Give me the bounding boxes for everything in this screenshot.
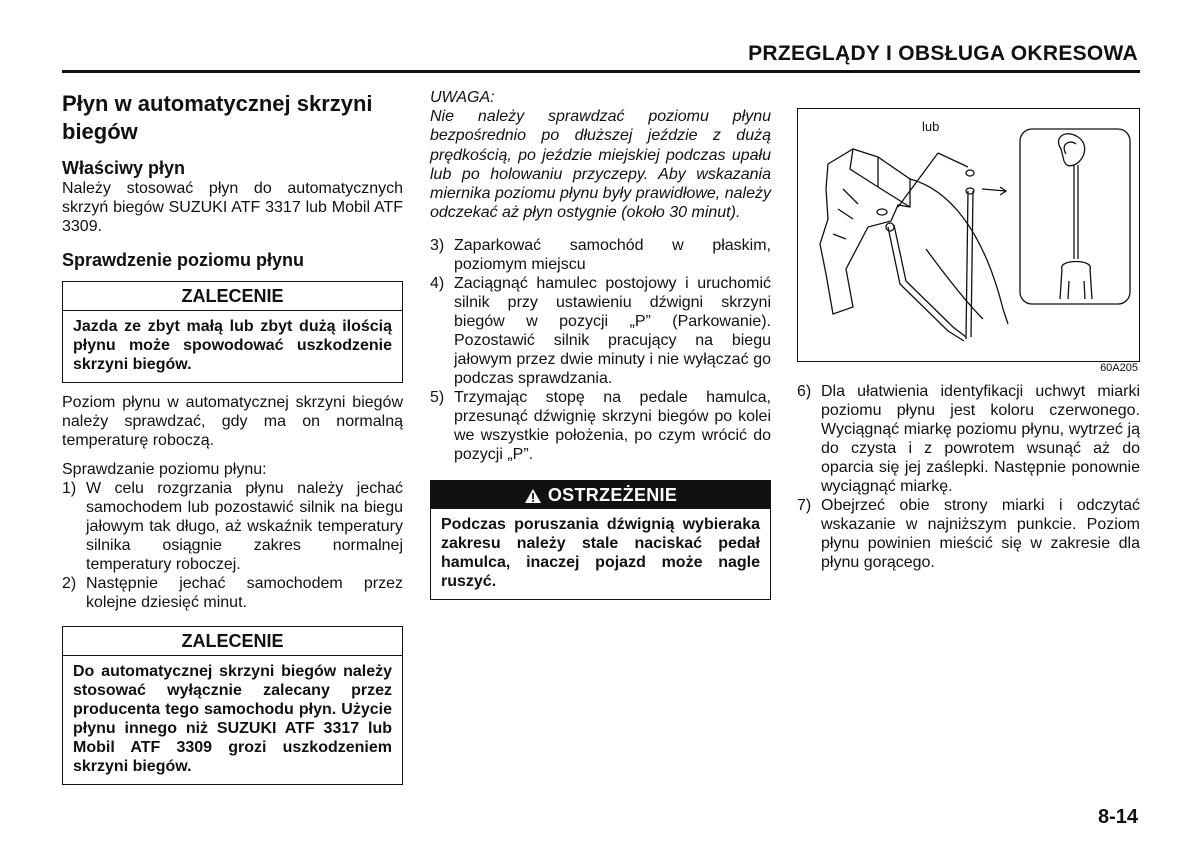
- proper-fluid-text: Należy stosować płyn do automatycznych skrzyń biegów SUZUKI ATF 3317 lub Mobil ATF 3309.: [62, 180, 403, 235]
- step-number: 5): [430, 389, 445, 407]
- figure-code: 60A205: [1100, 362, 1138, 374]
- step-number: 6): [797, 383, 812, 400]
- steps-list-right: [797, 382, 1140, 572]
- step-text: Zaciągnąć hamulec postojowy i uruchomić silnik przy ustawieniu dźwigni skrzyni biegów w pozycji „P” (Parkowanie). Pozostawić silnik pracujący na biegu jałowym przez dwie minuty i nie wyłączać go podczas sprawdzania.: [454, 275, 771, 388]
- level-text: Poziom płynu w automatycznej skrzyni biegów należy sprawdzać, gdy ma on normalną temperaturę roboczą.: [62, 394, 403, 449]
- dipstick-illustration: [798, 109, 1139, 361]
- list-item: [62, 479, 403, 574]
- list-item: [797, 496, 1140, 572]
- caution-text: Do automatycznej skrzyni biegów należy stosować wyłącznie zalecany przez producenta tego samochodu płyn. Użycie płynu innego niż SUZUKI ATF 3317 lub Mobil ATF 3309 grozi uszkodzeniem skrzyni biegów.: [73, 663, 392, 775]
- step-text: Obejrzeć obie strony miarki i odczytać wskazanie w najniższym punkcie. Poziom płynu powinien mieścić się w zakresie dla płynu gorącego.: [821, 497, 1140, 571]
- caution-heading: ZALECENIE: [63, 627, 402, 656]
- step-text: W celu rozgrzania płynu należy jechać samochodem lub pozostawić silnik na biegu jałowym tak długo, aż wskaźnik temperatury silnika osiągnie zakres normalnej temperatury roboczej.: [86, 480, 403, 573]
- middle-column: [430, 90, 771, 600]
- warning-box: [430, 480, 771, 600]
- steps-list-middle: [430, 236, 771, 464]
- page-number: 8-14: [1097, 806, 1138, 828]
- warning-triangle-icon: [524, 488, 542, 504]
- page-header-title: PRZEGLĄDY I OBSŁUGA OKRESOWA: [748, 42, 1138, 65]
- note-text: Nie należy sprawdzać poziomu płynu bezpośrednio po dłuższej jeździe z dużą prędkością, po jeździe miejskiej podczas upału lub po holowaniu przyczepy. Aby wskazania miernika poziomu płynu były prawidłowe, należy odczekać aż płyn ostygnie (około 30 minut).: [430, 108, 771, 222]
- steps-list-left: [62, 479, 403, 612]
- step-number: 7): [797, 497, 812, 514]
- section-title: [62, 90, 403, 146]
- right-column: [797, 90, 1140, 572]
- list-item: [62, 574, 403, 612]
- warning-heading-text: OSTRZEŻENIE: [547, 485, 678, 506]
- caution-text: Jazda ze zbyt małą lub zbyt dużą ilością płynu może spowodować uszkodzenie skrzyni biegów.: [73, 318, 392, 373]
- dipstick-figure: [797, 90, 1140, 374]
- step-number: 4): [430, 275, 445, 293]
- warning-heading: [431, 481, 770, 509]
- step-number: 3): [430, 237, 445, 255]
- caution-box-2: [62, 626, 403, 785]
- step-text: Następnie jechać samochodem przez kolejne dziesięć minut.: [86, 575, 403, 611]
- caution-box-1: [62, 281, 403, 383]
- section-title-line-1: Płyn w automatycznej skrzyni: [62, 91, 373, 116]
- figure-frame: [797, 108, 1140, 362]
- step-text: Trzymając stopę na pedale hamulca, przesunąć dźwignię skrzyni biegów po kolei we wszystkie położenia, po czym wrócić do pozycji „P”.: [454, 389, 771, 464]
- list-item: [797, 382, 1140, 496]
- list-item: [430, 274, 771, 388]
- list-item: [430, 236, 771, 274]
- step-number: 1): [62, 480, 77, 497]
- caution-heading: ZALECENIE: [63, 282, 402, 311]
- list-item: [430, 388, 771, 464]
- note-label: UWAGA:: [430, 89, 495, 106]
- step-text: Dla ułatwienia identyfikacji uchwyt miarki poziomu płynu jest koloru czerwonego. Wyciągnąć miarkę poziomu płynu, wytrzeć ją do czysta i z powrotem wsunąć aż do oparcia się jej zaślepki. Następnie ponownie wyciągnąć miarkę.: [821, 383, 1140, 495]
- warning-text: Podczas poruszania dźwignią wybieraka zakresu należy stale naciskać pedał hamulca, inaczej pojazd może nagle ruszyć.: [441, 516, 760, 591]
- step-number: 2): [62, 575, 77, 592]
- steps-intro: Sprawdzanie poziomu płynu:: [62, 461, 267, 478]
- header-rule: [62, 70, 1140, 73]
- step-text: Zaparkować samochód w płaskim, poziomym miejscu: [454, 237, 771, 274]
- check-level-title: Sprawdzenie poziomu płynu: [62, 250, 305, 270]
- left-column: [62, 90, 403, 785]
- figure-label-lub: lub: [922, 119, 940, 134]
- section-title-line-2: biegów: [62, 119, 138, 144]
- proper-fluid-title: Właściwy płyn: [62, 158, 186, 178]
